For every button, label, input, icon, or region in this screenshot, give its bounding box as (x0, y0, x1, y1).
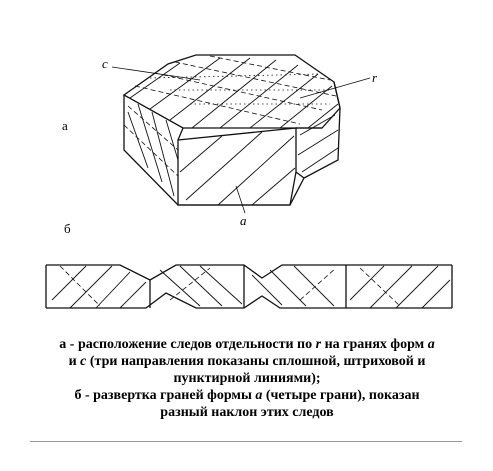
leader-r (300, 78, 370, 98)
front-hatch (180, 132, 295, 205)
caption-line-4: б - развертка граней формы a (четыре грани), показан (74, 388, 420, 403)
strip-hatch-dashed (60, 266, 400, 306)
top-face-outline (124, 55, 340, 128)
part-b-label: б (64, 221, 71, 236)
front-outline (124, 95, 340, 205)
edge-4 (334, 82, 340, 108)
caption-line-2: и c (три направления показаны сплошной, штриховой и (68, 354, 426, 369)
leader-a (236, 186, 245, 213)
front-face-outline (178, 128, 296, 205)
face-c-label: c (102, 56, 108, 71)
face-r-label: r (372, 70, 378, 85)
development-strip (46, 265, 452, 308)
left-hatch-dashed (124, 106, 178, 176)
caption-line-1: а - расположение следов отдельности по r на гранях форм a (59, 337, 435, 352)
strip-bottom-edge (46, 293, 452, 308)
strip-hatch (52, 266, 450, 308)
face-a-label: a (240, 213, 247, 228)
crystal-drawing (112, 55, 370, 213)
figure-caption (18, 336, 476, 421)
strip-top-edge (46, 265, 452, 280)
caption-line-5: разный наклон этих следов (160, 405, 334, 420)
edge-2 (296, 172, 304, 178)
bottom-divider (30, 441, 462, 442)
caption-line-3: пунктирной линиями); (173, 371, 321, 386)
left-hatch (128, 104, 178, 196)
edge-1 (178, 128, 183, 140)
part-a-label: а (62, 118, 68, 133)
